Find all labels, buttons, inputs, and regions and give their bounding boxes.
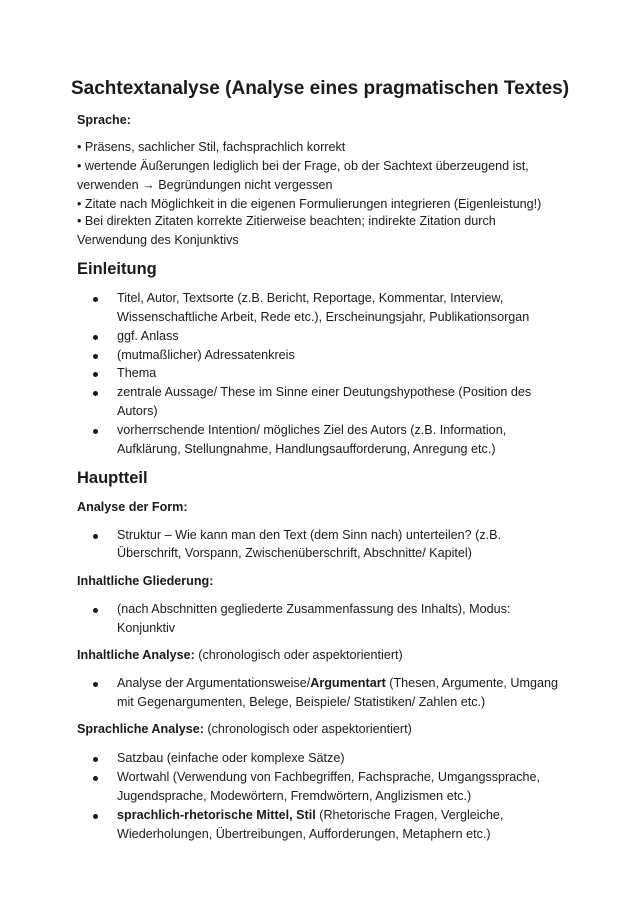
list-item: zentrale Aussage/ These im Sinne einer Deutungshypothese (Position des bbox=[117, 385, 532, 399]
bullet-icon bbox=[93, 757, 98, 762]
bullet-icon bbox=[93, 335, 98, 340]
sprache-line: • wertende Äußerungen lediglich bei der Frage, ob der Sachtext überzeugend ist, bbox=[77, 159, 529, 173]
section-einleitung-heading: Einleitung bbox=[77, 260, 157, 278]
list-item-continuation: Aufklärung, Stellungnahme, Handlungsaufforderung, Anregung etc.) bbox=[117, 442, 496, 456]
list-item: Titel, Autor, Textsorte (z.B. Bericht, Reportage, Kommentar, Interview, bbox=[117, 291, 504, 305]
sprache-line: Verwendung des Konjunktivs bbox=[77, 233, 239, 247]
list-item: sprachlich-rhetorische Mittel, Stil (Rhetorische Fragen, Vergleiche, bbox=[117, 808, 504, 822]
bullet-icon bbox=[93, 429, 98, 434]
list-item: vorherrschende Intention/ mögliches Ziel des Autors (z.B. Information, bbox=[117, 423, 507, 437]
sprache-line: • Zitate nach Möglichkeit in die eigenen Formulierungen integrieren (Eigenleistung!) bbox=[77, 197, 542, 211]
list-item-continuation: Wiederholungen, Übertreibungen, Aufforderungen, Metaphern etc.) bbox=[117, 827, 491, 841]
sprache-line: • Bei direkten Zitaten korrekte Zitierweise beachten; indirekte Zitation durch bbox=[77, 214, 496, 228]
section-hauptteil-heading: Hauptteil bbox=[77, 469, 148, 487]
inhaltliche-gliederung-heading: Inhaltliche Gliederung: bbox=[77, 574, 214, 588]
bullet-icon bbox=[93, 297, 98, 302]
bullet-icon bbox=[93, 682, 98, 687]
list-item: Struktur – Wie kann man den Text (dem Sinn nach) unterteilen? (z.B. bbox=[117, 528, 502, 542]
section-sprache-heading: Sprache: bbox=[77, 113, 131, 127]
bullet-icon bbox=[93, 776, 98, 781]
list-item: Satzbau (einfache oder komplexe Sätze) bbox=[117, 751, 345, 765]
list-item: (nach Abschnitten gegliederte Zusammenfassung des Inhalts), Modus: bbox=[117, 602, 511, 616]
bullet-icon bbox=[93, 814, 98, 819]
list-item-continuation: Jugendsprache, Modewörtern, Fremdwörtern, Anglizismen etc.) bbox=[117, 789, 472, 803]
list-item: Thema bbox=[117, 366, 157, 380]
bullet-icon bbox=[93, 534, 98, 539]
sprache-line: • Präsens, sachlicher Stil, fachsprachlich korrekt bbox=[77, 140, 346, 154]
bullet-icon bbox=[93, 608, 98, 613]
list-item-continuation: Autors) bbox=[117, 404, 158, 418]
analyse-form-heading: Analyse der Form: bbox=[77, 500, 188, 514]
list-item-continuation: mit Gegenargumenten, Belege, Beispiele/ Statistiken/ Zahlen etc.) bbox=[117, 695, 486, 709]
bullet-icon bbox=[93, 354, 98, 359]
list-item-continuation: Überschrift, Vorspann, Zwischenüberschrift, Abschnitte/ Kapitel) bbox=[117, 546, 472, 560]
inhaltliche-analyse-heading: Inhaltliche Analyse: (chronologisch oder aspektorientiert) bbox=[77, 648, 403, 662]
bullet-icon bbox=[93, 391, 98, 396]
list-item: ggf. Anlass bbox=[117, 329, 179, 343]
list-item: Analyse der Argumentationsweise/Argumentart (Thesen, Argumente, Umgang bbox=[117, 676, 559, 690]
bullet-icon bbox=[93, 372, 98, 377]
document-title: Sachtextanalyse (Analyse eines pragmatischen Textes) bbox=[70, 78, 570, 99]
list-item: Wortwahl (Verwendung von Fachbegriffen, Fachsprache, Umgangssprache, bbox=[117, 770, 541, 784]
list-item-continuation: Wissenschaftliche Arbeit, Rede etc.), Erscheinungsjahr, Publikationsorgan bbox=[117, 310, 530, 324]
sprache-line: verwenden → Begründungen nicht vergessen bbox=[77, 178, 333, 192]
list-item: (mutmaßlicher) Adressatenkreis bbox=[117, 348, 295, 362]
list-item-continuation: Konjunktiv bbox=[117, 621, 176, 635]
sprachliche-analyse-heading: Sprachliche Analyse: (chronologisch oder aspektorientiert) bbox=[77, 722, 412, 736]
